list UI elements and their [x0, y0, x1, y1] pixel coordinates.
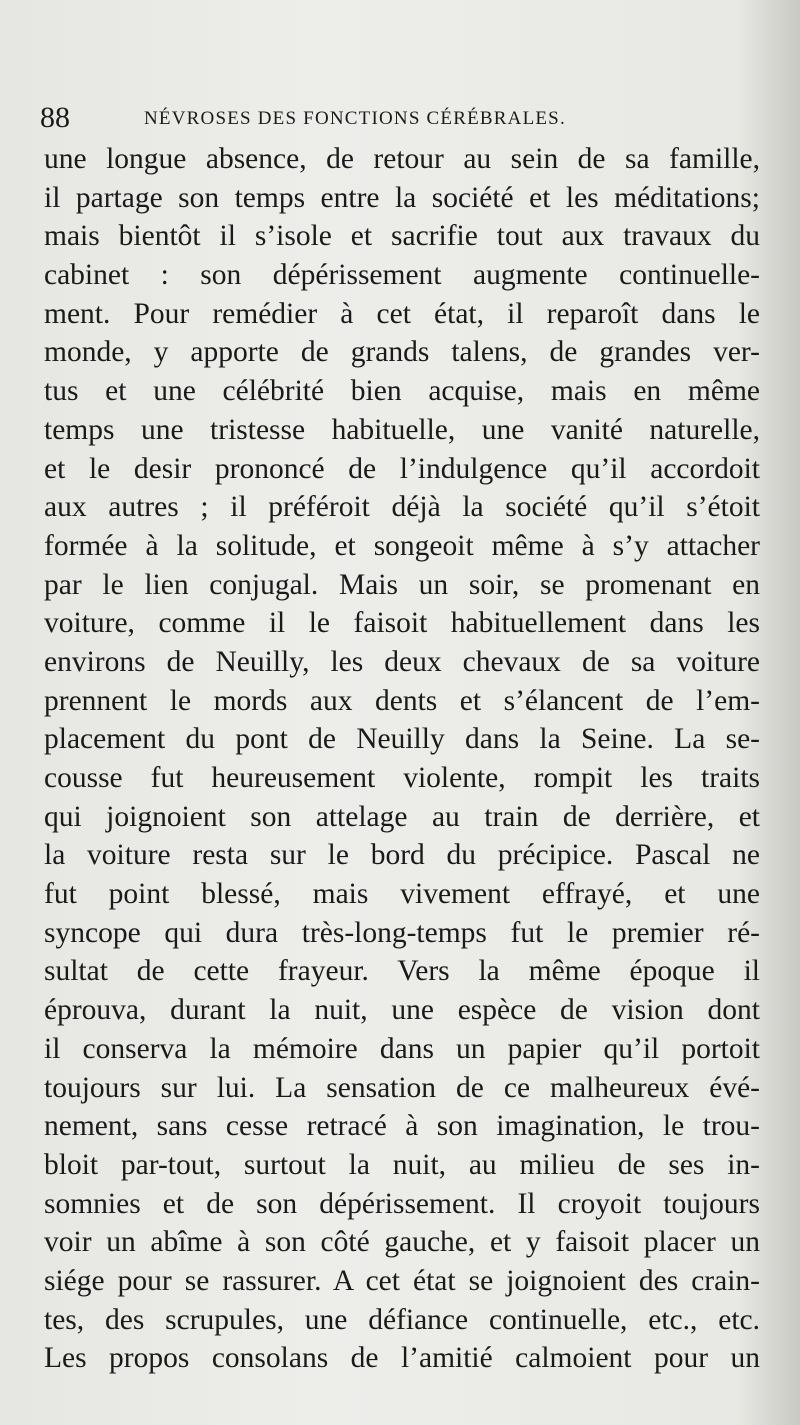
text-line: voiture, comme il le faisoit habituellement dans les	[44, 607, 760, 640]
text-line: environs de Neuilly, les deux chevaux de sa voiture	[44, 645, 760, 678]
text-line: somnies et de son dépérissement. Il croyoit toujours	[44, 1187, 760, 1220]
text-line: temps une tristesse habituelle, une vanité naturelle,	[44, 413, 760, 446]
text-line: il partage son temps entre la société et les méditations;	[44, 181, 760, 214]
text-line: sultat de cette frayeur. Vers la même époque il	[44, 955, 760, 988]
text-line: qui joignoient son attelage au train de derrière, et	[44, 800, 760, 833]
text-line: bloit par-tout, surtout la nuit, au milieu de ses in-	[44, 1148, 760, 1181]
text-line: et le desir prononcé de l’indulgence qu’il accordoit	[44, 452, 760, 485]
text-line: ment. Pour remédier à cet état, il reparoît dans le	[44, 297, 760, 330]
text-line: formée à la solitude, et songeoit même à s’y attacher	[44, 529, 760, 562]
text-line: toujours sur lui. La sensation de ce malheureux évé-	[44, 1071, 760, 1104]
text-line: la voiture resta sur le bord du précipice. Pascal ne	[44, 839, 760, 872]
text-line: Les propos consolans de l’amitié calmoient pour un	[44, 1342, 760, 1375]
running-head	[40, 98, 680, 138]
text-line: placement du pont de Neuilly dans la Seine. La se-	[44, 723, 760, 756]
text-line: fut point blessé, mais vivement effrayé, et une	[44, 878, 760, 911]
text-line: siége pour se rassurer. A cet état se joignoient des crain-	[44, 1264, 760, 1297]
text-line: prennent le mords aux dents et s’élancent de l’em-	[44, 684, 760, 717]
text-line: monde, y apporte de grands talens, de grandes ver-	[44, 336, 760, 369]
text-line: nement, sans cesse retracé à son imagination, le trou-	[44, 1110, 760, 1143]
body-text	[44, 140, 760, 1378]
text-line: par le lien conjugal. Mais un soir, se promenant en	[44, 568, 760, 601]
text-line: syncope qui dura très-long-temps fut le premier ré-	[44, 916, 760, 949]
text-line: cousse fut heureusement violente, rompit les traits	[44, 762, 760, 794]
text-line: éprouva, durant la nuit, une espèce de vision dont	[44, 994, 760, 1027]
text-line: mais bientôt il s’isole et sacrifie tout aux travaux du	[44, 220, 760, 253]
running-title: NÉVROSES DES FONCTIONS CÉRÉBRALES.	[144, 108, 566, 129]
text-line: il conserva la mémoire dans un papier qu’il portoit	[44, 1032, 760, 1065]
text-line: cabinet : son dépérissement augmente continuelle-	[44, 259, 760, 292]
text-line: voir un abîme à son côté gauche, et y faisoit placer un	[44, 1226, 760, 1259]
page-number: 88	[40, 101, 70, 134]
text-line: aux autres ; il préféroit déjà la société qu’il s’étoit	[44, 491, 760, 524]
text-line: tes, des scrupules, une défiance continuelle, etc., etc.	[44, 1303, 760, 1336]
text-line: une longue absence, de retour au sein de sa famille,	[44, 143, 760, 175]
text-line: tus et une célébrité bien acquise, mais en même	[44, 375, 760, 408]
